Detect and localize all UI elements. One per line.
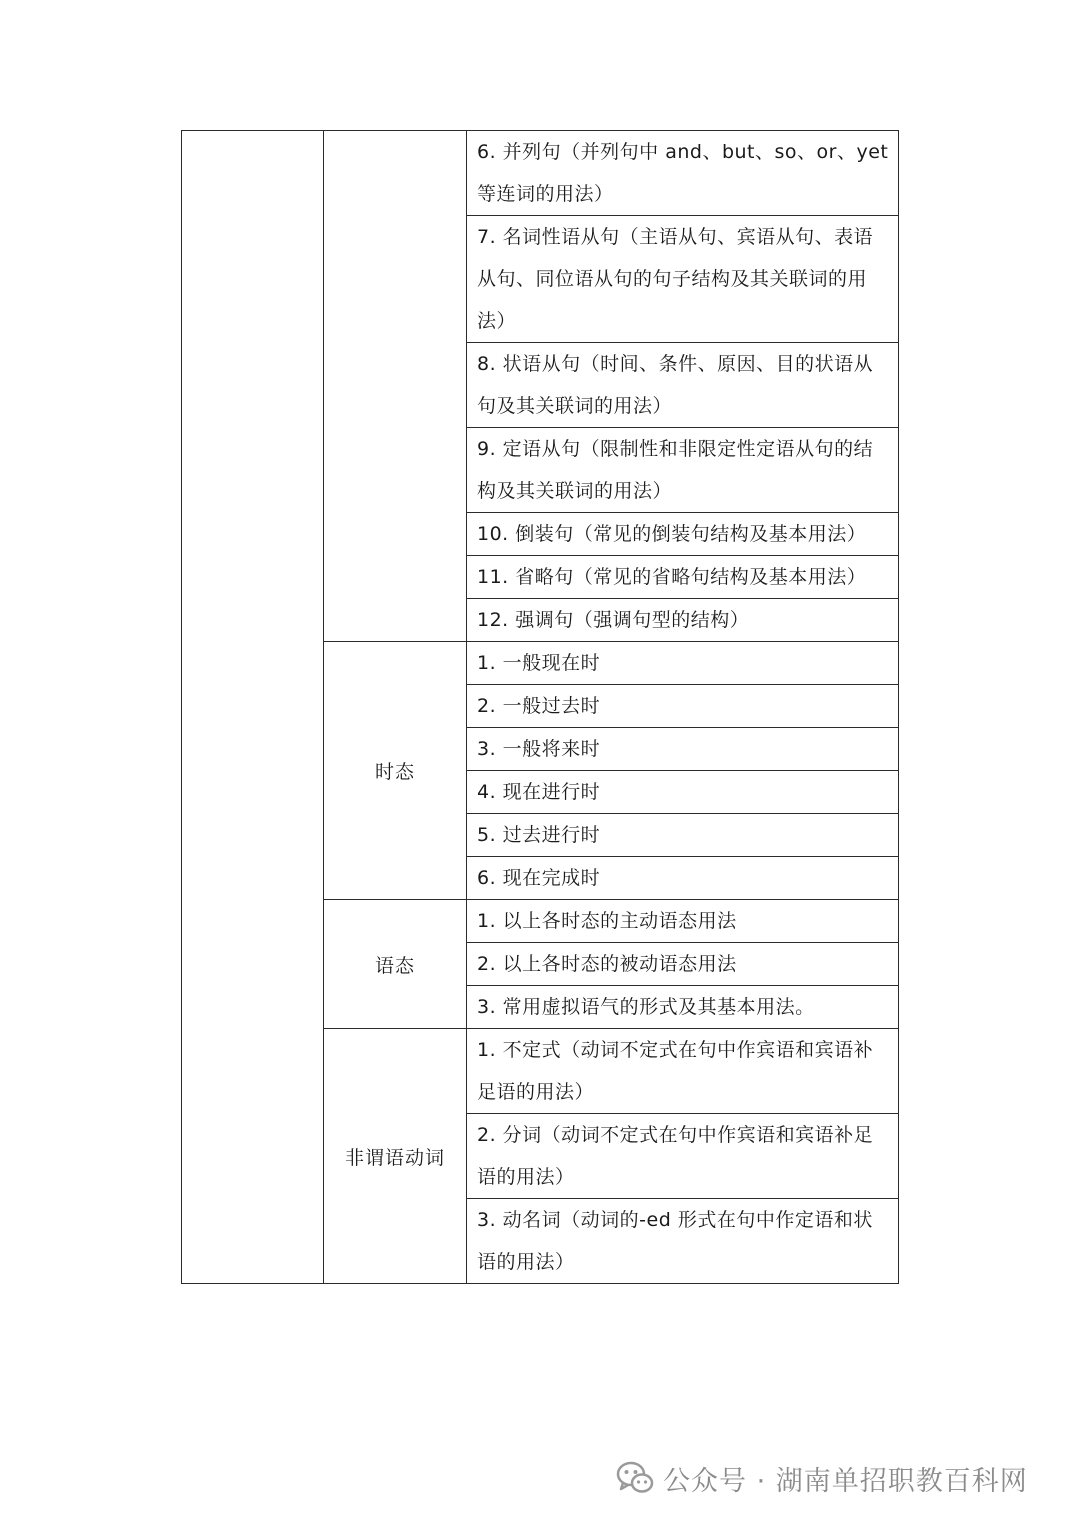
table-cell: 8. 状语从句（时间、条件、原因、目的状语从句及其关联词的用法） xyxy=(467,343,899,428)
topic-cell-voice: 语态 xyxy=(324,900,467,1029)
table-cell: 5. 过去进行时 xyxy=(467,814,899,857)
table-cell: 3. 常用虚拟语气的形式及其基本用法。 xyxy=(467,986,899,1029)
table-cell: 3. 动名词（动词的-ed 形式在句中作定语和状语的用法） xyxy=(467,1199,899,1284)
table-cell: 9. 定语从句（限制性和非限定性定语从句的结构及其关联词的用法） xyxy=(467,428,899,513)
table-cell: 10. 倒装句（常见的倒装句结构及基本用法） xyxy=(467,513,899,556)
table-cell: 7. 名词性语从句（主语从句、宾语从句、表语从句、同位语从句的句子结构及其关联词的用法） xyxy=(467,216,899,343)
table-cell: 6. 并列句（并列句中 and、but、so、or、yet 等连词的用法） xyxy=(467,131,899,216)
topic-cell-nonfinite: 非谓语动词 xyxy=(324,1029,467,1284)
wechat-icon xyxy=(615,1458,655,1498)
table-cell: 2. 分词（动词不定式在句中作宾语和宾语补足语的用法） xyxy=(467,1114,899,1199)
table-cell: 4. 现在进行时 xyxy=(467,771,899,814)
table-cell: 1. 一般现在时 xyxy=(467,642,899,685)
topic-cell-sentences xyxy=(324,131,467,642)
table-cell: 3. 一般将来时 xyxy=(467,728,899,771)
table-cell: 2. 一般过去时 xyxy=(467,685,899,728)
topic-cell-tense: 时态 xyxy=(324,642,467,900)
table-cell: 12. 强调句（强调句型的结构） xyxy=(467,599,899,642)
table-cell: 1. 以上各时态的主动语态用法 xyxy=(467,900,899,943)
syllabus-table xyxy=(181,130,899,1284)
category-cell xyxy=(182,131,324,1284)
table-cell: 11. 省略句（常见的省略句结构及基本用法） xyxy=(467,556,899,599)
table-cell: 2. 以上各时态的被动语态用法 xyxy=(467,943,899,986)
table-cell: 1. 不定式（动词不定式在句中作宾语和宾语补足语的用法） xyxy=(467,1029,899,1114)
table-row xyxy=(182,131,899,216)
watermark xyxy=(615,1456,1055,1500)
table-cell: 6. 现在完成时 xyxy=(467,857,899,900)
watermark-text: 公众号 · 湖南单招职教百科网 xyxy=(663,1465,1028,1497)
